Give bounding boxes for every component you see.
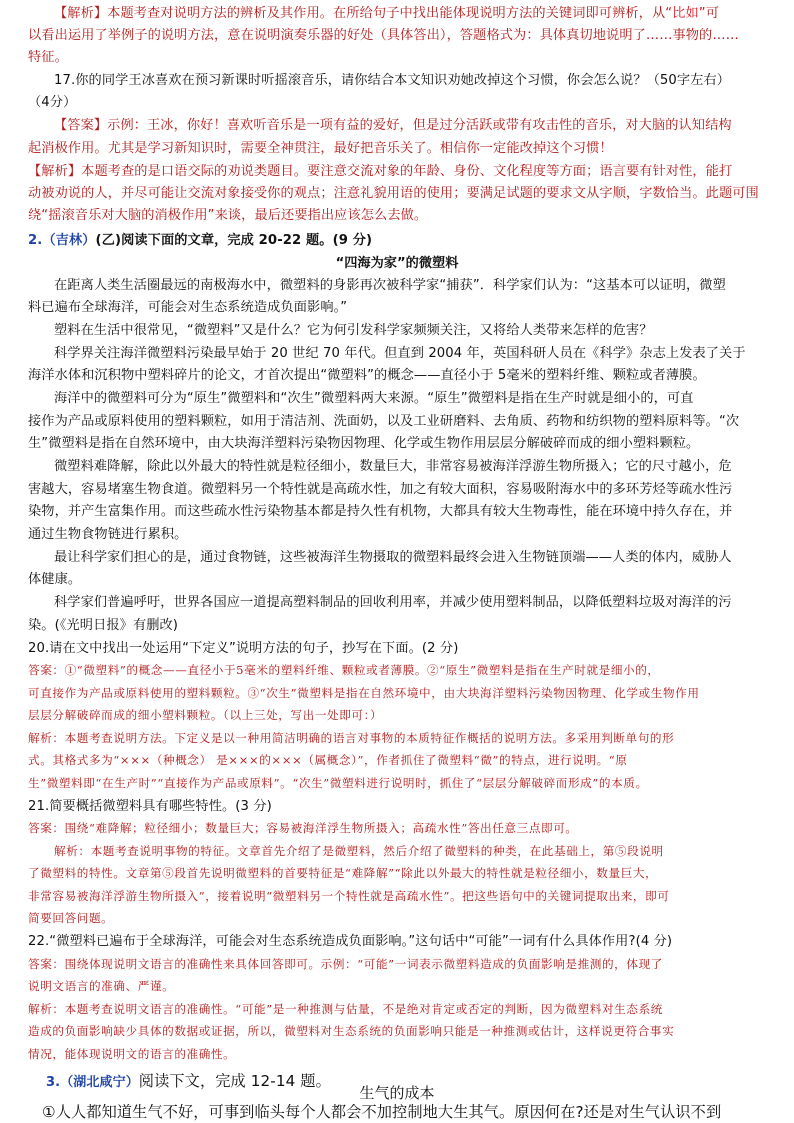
section3-heading-text: 阅读下文，完成 12-14 题。 (138, 1072, 331, 1090)
article-paragraph-line: 科学界关注海洋微塑料污染最早始于 20 世纪 70 年代。但直到 2004 年，英国科研人员在《科学》杂志上发表了关于 (54, 346, 746, 361)
q21-analysis-line3: 非常容易被海洋浮游生物所摄入”，接着说明“微塑料另一个特性就是高疏水性”。把这些语句中的关键词提取出来，即可 (28, 889, 670, 903)
article-paragraph-line: 最让科学家们担心的是，通过食物链，这些被海洋生物摄取的微塑料最终会进入生物链顶端——人类的体内，威胁人 (54, 550, 732, 565)
q20-analysis-line1 (28, 729, 768, 748)
q22-answer-text: 围绕体现说明文语言的准确性来具体回答即可。示例：“可能”一词表示微塑料造成的负面影响是推测的，体现了 (64, 957, 663, 971)
q20-answer-text: ①“微塑料”的概念——直径小于5毫米的塑料纤维、颗粒或者薄膜。②“原生”微塑料是指在生产时就是细小的， (64, 663, 660, 677)
q22-answer-line2: 说明文语言的准确、严谨。 (28, 979, 175, 993)
section3-first-line: ①人人都知道生气不好，可事到临头每个人都会不加控制地大生其气。原因何在?还是对生气认识不到 (42, 1103, 722, 1121)
q16-analysis-text: 本题考查对说明方法的辨析及其作用。在所给句子中找出能体现说明方法的关键词即可辨析，从 (107, 6, 666, 21)
article-paragraph-line: 科学家们普遍呼吁，世界各国应一道提高塑料制品的回收利用率，并减少使用塑料制品，以降低塑料垃圾对海洋的污 (54, 595, 732, 610)
q21-analysis-line2: 了微塑料的特性。文章第⑤段首先说明微塑料的首要特征是“难降解”“除此以外最大的特性就是粒径细小，数量巨大， (28, 866, 658, 880)
article-paragraph-line: 塑料在生活中很常见，“微塑料”又是什么？它为何引发科学家频频关注，又将给人类带来怎样的危害？ (54, 323, 653, 338)
q17-analysis-label: 【解析】 (28, 164, 82, 179)
q21-answer-text: 围绕“难降解；粒径细小；数量巨大；容易被海洋浮生物所摄入；高疏水性”答出任意三点即可。 (64, 821, 578, 835)
q21-analysis-text: 本题考查说明事物的特征。文章首先介绍了是微塑料，然后介绍了微塑料的种类，在此基础上，第⑤段说明 (90, 844, 664, 858)
q16-analysis-line3: 特征。 (28, 50, 68, 65)
q21-question: 21.简要概括微塑料具有哪些特性。(3 分) (28, 799, 272, 814)
article-paragraph-line: 微塑料难降解，除此以外最大的特性就是粒径细小，数量巨大，非常容易被海洋浮游生物所摄入；它的尺寸越小，危 (54, 459, 732, 474)
q20-question: 20.请在文中找出一处运用“下定义”说明方法的句子，抄写在下面。(2 分) (28, 641, 459, 656)
section2-number: 2. (28, 233, 43, 248)
q22-question: 22.“微塑料已遍布于全球海洋，可能会对生态系统造成负面影响。”这句话中“可能”一词有什么具体作用?(4 分) (28, 934, 673, 949)
section3-number: 3. (46, 1075, 61, 1090)
q20-analysis-label: 解析： (28, 731, 65, 745)
q22-analysis-text: 本题考查说明文语言的准确性。“可能”是一种推测与估量，不是绝对肯定或否定的判断，因为微塑料对生态系统 (64, 1002, 663, 1016)
article-paragraph-line: 体健康。 (28, 572, 82, 587)
q20-answer-line1 (28, 661, 768, 680)
q17-analysis-line3: 绕“摇滚音乐对大脑的消极作用”来谈，最后还要指出应该怎么去做。 (28, 208, 428, 223)
q16-analysis-line2: 以看出运用了举例子的说明方法，意在说明演奏乐器的好处（具体答出），答题格式为：具体真切地说明了……事物的…… (28, 28, 739, 43)
q20-analysis-text: 本题考查说明方法。下定义是以一种用简洁明确的语言对事物的本质特征作概括的说明方法。多采用判断单句的形 (64, 731, 675, 745)
section2-heading-text: (乙)阅读下面的文章，完成 20-22 题。(9 分) (95, 233, 373, 248)
q17-answer-line1 (28, 116, 768, 135)
section3-source: （湖北咸宁） (60, 1075, 139, 1090)
article-paragraph-line: 害越大，容易堵塞生物食道。微塑料另一个特性就是高疏水性，加之有较大面积，容易吸附海水中的多环芳烃等疏水性污 (28, 482, 733, 497)
article-paragraph-line: 在距离人类生活圈最远的南极海水中，微塑料的身影再次被科学家“捕获”．科学家们认为：“这基本可以证明，微塑 (54, 278, 726, 293)
q16-analysis-line (28, 4, 768, 23)
q21-analysis-line4: 简要回答问题。 (28, 911, 114, 925)
section2-source: （吉林） (42, 233, 96, 248)
article-paragraph-line: 染。(《光明日报》有删改) (28, 618, 179, 633)
q17-answer-line2: 起消极作用。尤其是学习新知识时，需要全神贯注，最好把音乐关了。相信你一定能改掉这个习惯！ (28, 141, 613, 156)
q22-analysis-line2: 造成的负面影响缺少具体的数据或证据，所以，微塑料对生态系统的负面影响只能是一种推测或估计，这样说更符合事实 (28, 1024, 675, 1038)
article-paragraph-line: 生”微塑料是指在自然环境中，由大块海洋塑料污染物因物理、化学或生物作用层层分解破碎而成的细小塑料颗粒。 (28, 436, 700, 451)
article-paragraph-line: 海洋水体和沉积物中塑料碎片的论文，才首次提出“微塑料”的概念——直径小于 5毫米的塑料纤维、颗粒或者薄膜。 (28, 368, 706, 383)
q16-keyword: “比如” (665, 6, 706, 21)
q16-analysis-label: 【解析】 (54, 6, 108, 21)
article-paragraph-line: 通过生物食物链进行累积。 (28, 527, 188, 542)
q17-question-line1: 17.你的同学王冰喜欢在预习新课时听摇滚音乐，请你结合本文知识劝她改掉这个习惯，你会怎么说？（50字左右） (54, 73, 731, 88)
article-paragraph-line: 接作为产品或原料使用的塑料颗粒，如用于清洁剂、洗面奶，以及工业研磨料、去角质、药物和纺织物的塑料原料等。“次 (28, 414, 740, 429)
q20-answer-line2: 可直接作为产品或原料使用的塑料颗粒。③“次生”微塑料是指在自然环境中，由大块海洋塑料污染物因物理、化学或生物作用 (28, 686, 700, 700)
q17-answer-label: 【答案】 (54, 118, 108, 133)
section2-heading (28, 231, 768, 250)
q17-question-line2: （4分） (28, 95, 77, 110)
q17-analysis-line2: 动被劝说的人，并尽可能让交流对象接受你的观点；注意礼貌用语的使用；要满足试题的要求文从字顺，字数恰当。此题可围 (28, 186, 759, 201)
article-paragraph-line: 海洋中的微塑料可分为“原生”微塑料和“次生”微塑料两大来源。“原生”微塑料是指在生产时就是细小的，可直 (54, 391, 694, 406)
q21-answer-line1 (28, 819, 768, 838)
section3-article-title: 生气的成本 (359, 1084, 435, 1102)
article-paragraph-line: 染物，并产生富集作用。而这些疏水性污染物基本都是持久性有机物，大都具有较大生物毒性，能在环境中持久存在，并 (28, 504, 733, 519)
q20-analysis-line2: 式。其格式多为“×××（种概念） 是×××的×××（属概念）”，作者抓住了微塑料“微”的特点，进行说明。“原 (28, 753, 628, 767)
q22-answer-label: 答案： (28, 957, 65, 971)
section2-article-title: “四海为家”的微塑料 (335, 256, 459, 271)
q20-answer-line3: 层层分解破碎而成的细小塑料颗粒。（以上三处，写出一处即可：） (28, 708, 383, 722)
q21-analysis-label: 解析： (54, 844, 91, 858)
q20-answer-label: 答案： (28, 663, 65, 677)
article-paragraph-line: 料已遍布全球海洋，可能会对生态系统造成负面影响。” (28, 300, 348, 315)
q22-answer-line1 (28, 955, 768, 974)
q17-analysis-text: 本题考查的是口语交际的劝说类题目。要注意交流对象的年龄、身份、文化程度等方面；语言要有针对性，能打 (81, 164, 733, 179)
q21-answer-label: 答案： (28, 821, 65, 835)
q22-analysis-line1 (28, 1000, 768, 1019)
q16-analysis-text-end: 可 (705, 6, 719, 21)
q21-analysis-line1 (54, 842, 768, 861)
q17-answer-text: 示例：王冰，你好！喜欢听音乐是一项有益的爱好，但是过分活跃或带有攻击性的音乐，对大脑的认知结构 (107, 118, 732, 133)
q20-analysis-line3: 生”微塑料即“在生产时”“直接作为产品或原料”。“次生”微塑料进行说明时，抓住了“层层分解破碎而形成”的本质。 (28, 776, 648, 790)
q22-analysis-label: 解析： (28, 1002, 65, 1016)
q17-analysis-line1 (28, 162, 768, 181)
q22-analysis-line3: 情况，能体现说明文的语言的准确性。 (28, 1047, 236, 1061)
